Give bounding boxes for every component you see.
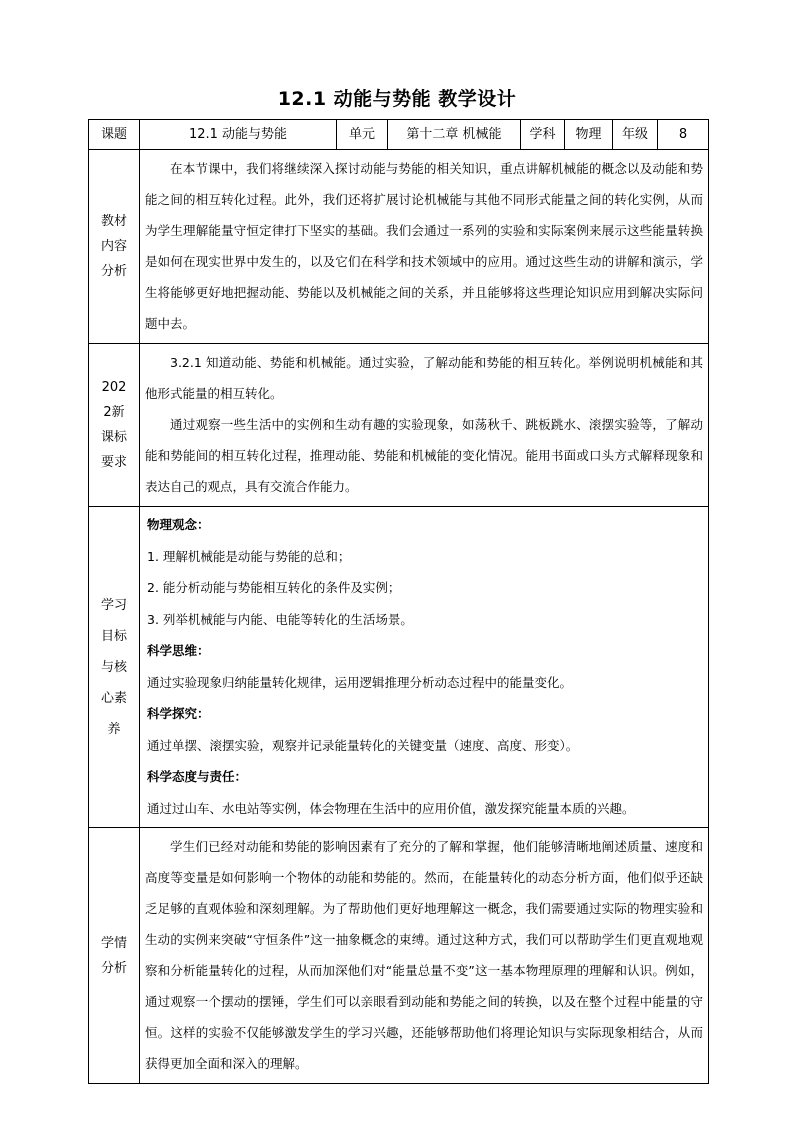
- subject-label: 学科: [521, 120, 565, 150]
- grade-value: 8: [658, 120, 709, 150]
- topic-label: 课题: [89, 120, 140, 150]
- learning-goals-label-text: 学习目标与核心素养: [100, 597, 127, 737]
- grade-label: 年级: [613, 120, 658, 150]
- unit-label: 单元: [337, 120, 388, 150]
- attitude-text: 通过过山车、水电站等实例，体会物理在生活中的应用价值，激发探究能量本质的兴趣。: [147, 800, 635, 816]
- textbook-analysis-label: [89, 150, 140, 344]
- student-analysis-label-text: 学情分析: [100, 935, 127, 976]
- curriculum-standard-content: [140, 344, 709, 507]
- curriculum-standard-paragraph-1: 3.2.1 知道动能、势能和机械能。通过实验，了解动能和势能的相互转化。举例说明机械能和其他形式能量的相互转化。: [145, 355, 703, 401]
- physics-concept-heading: 物理观念：: [147, 517, 210, 532]
- subject-value: 物理: [565, 120, 613, 150]
- textbook-analysis-label-text: 教材内容分析: [100, 214, 127, 279]
- learning-goals-label: [89, 507, 140, 828]
- scientific-inquiry-heading: 科学探究：: [147, 706, 210, 721]
- curriculum-standard-paragraph-2: 通过观察一些生活中的实例和生动有趣的实验现象，如荡秋千、跳板跳水、滚摆实验等，了解动能和势能间的相互转化过程，推理动能、势能和机械能的变化情况。能用书面或口头方式解释现象和表达自己的观点，具有交流合作能力。: [145, 417, 703, 494]
- curriculum-standard-label-text: 2022新课标要求: [100, 380, 127, 470]
- header-row: [89, 120, 709, 150]
- textbook-analysis-row: [89, 150, 709, 344]
- lesson-plan-table: [88, 119, 709, 1084]
- page-title: 12.1 动能与势能 教学设计: [277, 88, 517, 110]
- curriculum-standard-label: [89, 344, 140, 507]
- textbook-analysis-content: [140, 150, 709, 344]
- curriculum-standard-row: [89, 344, 709, 507]
- learning-goals-row: [89, 507, 709, 828]
- physics-concept-item-3: 3. 列举机械能与内能、电能等转化的生活场景。: [147, 611, 413, 627]
- student-analysis-row: [89, 828, 709, 1084]
- student-analysis-content: [140, 828, 709, 1084]
- student-analysis-paragraph: 学生们已经对动能和势能的影响因素有了充分的了解和掌握，他们能够清晰地阐述质量、速度和高度等变量是如何影响一个物体的动能和势能的。然而，在能量转化的动态分析方面，他们似乎还缺乏足够的直观体验和深刻理解。为了帮助他们更好地理解这一概念，我们需要通过实际的物理实验和生动的实例来突破“守恒条件”这一抽象概念的束缚。通过这种方式，我们可以帮助学生们更直观地观察和分析能量转化的过程，从而加深他们对“能量总量不变”这一基本物理原理的理解和认识。例如，通过观察一个摆动的摆锤，学生们可以亲眼看到动能和势能之间的转换，以及在整个过程中能量的守恒。这样的实验不仅能够激发学生的学习兴趣，还能够帮助他们将理论知识与实际现象相结合，从而获得更加全面和深入的理解。: [145, 839, 703, 1071]
- attitude-heading: 科学态度与责任：: [147, 769, 248, 784]
- scientific-thinking-heading: 科学思维：: [147, 643, 210, 658]
- scientific-thinking-text: 通过实验现象归纳能量转化规律，运用逻辑推理分析动态过程中的能量变化。: [147, 674, 573, 690]
- scientific-inquiry-text: 通过单摆、滚摆实验，观察并记录能量转化的关键变量（速度、高度、形变）。: [147, 737, 579, 753]
- physics-concept-item-2: 2. 能分析动能与势能相互转化的条件及实例；: [147, 580, 401, 595]
- learning-goals-content: [140, 507, 709, 828]
- unit-value: 第十二章 机械能: [388, 120, 521, 150]
- physics-concept-item-1: 1. 理解机械能是动能与势能的总和；: [147, 548, 351, 564]
- textbook-analysis-paragraph: 在本节课中，我们将继续深入探讨动能与势能的相关知识，重点讲解机械能的概念以及动能和势能之间的相互转化过程。此外，我们还将扩展讨论机械能与其他不同形式能量之间的转化实例，从而为学生理解能量守恒定律打下坚实的基础。我们会通过一系列的实验和实际案例来展示这些能量转换是如何在现实世界中发生的，以及它们在科学和技术领域中的应用。通过这些生动的讲解和演示，学生将能够更好地把握动能、势能以及机械能之间的关系，并且能够将这些理论知识应用到解决实际问题中去。: [145, 161, 703, 331]
- student-analysis-label: [89, 828, 140, 1084]
- topic-value: 12.1 动能与势能: [140, 120, 337, 150]
